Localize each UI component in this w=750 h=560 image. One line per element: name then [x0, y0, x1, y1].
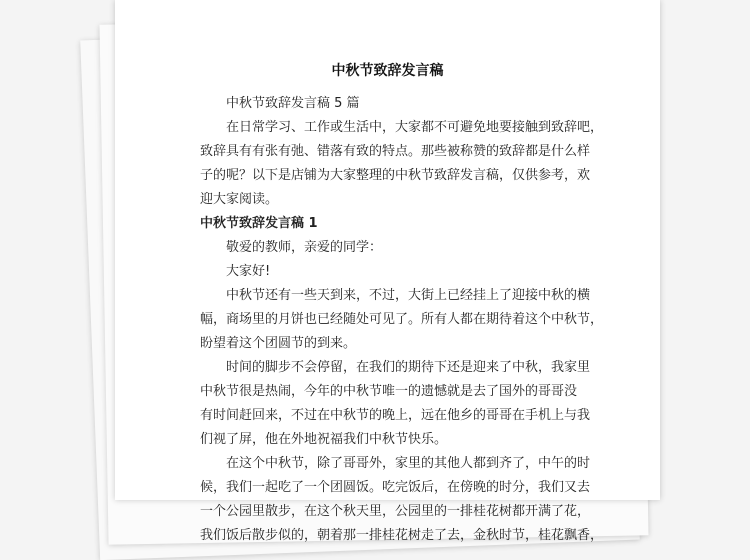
- paragraph-line: 候，我们一起吃了一个团圆饭。吃完饭后，在傍晚的时分，我们又去: [200, 480, 591, 495]
- paragraph-line: 子的呢？以下是店铺为大家整理的中秋节致辞发言稿，仅供参考，欢: [200, 168, 591, 183]
- document-title: 中秋节致辞发言稿: [331, 63, 444, 79]
- section-heading: 中秋节致辞发言稿 1: [200, 216, 318, 231]
- paragraph-line: 我们饭后散步似的，朝着那一排桂花树走了去，金秋时节，桂花飘香，: [200, 528, 604, 543]
- document-page: [115, 0, 660, 543]
- paragraph-line: 有时间赶回来，不过在中秋节的晚上，远在他乡的哥哥在手机上与我: [200, 408, 591, 423]
- paragraph-line: 大家好!: [226, 264, 271, 279]
- paragraph-line: 一个公园里散步，在这个秋天里，公园里的一排桂花树都开满了花，: [200, 504, 591, 519]
- paragraph-line: 盼望着这个团圆节的到来。: [200, 336, 357, 351]
- paragraph-line: 中秋节还有一些天到来，不过，大街上已经挂上了迎接中秋的横: [226, 288, 591, 303]
- paragraph-line: 迎大家阅读。: [200, 192, 279, 207]
- paragraph-line: 敬爱的教师，亲爱的同学：: [226, 240, 383, 255]
- paragraph-line: 在日常学习、工作或生活中，大家都不可避免地要接触到致辞吧，: [226, 120, 604, 135]
- paragraph-line: 中秋节很是热闹，今年的中秋节唯一的遗憾就是去了国外的哥哥没: [200, 384, 578, 399]
- paragraph-line: 幅，商场里的月饼也已经随处可见了。所有人都在期待着这个中秋节，: [200, 312, 604, 327]
- paragraph-line: 时间的脚步不会停留，在我们的期待下还是迎来了中秋，我家里: [226, 360, 591, 375]
- paragraph-line: 在这个中秋节，除了哥哥外，家里的其他人都到齐了，中午的时: [226, 456, 591, 471]
- document-body: [200, 92, 604, 548]
- paragraph-line: 致辞具有有张有弛、错落有致的特点。那些被称赞的致辞都是什么样: [200, 144, 591, 159]
- paragraph-line: 中秋节致辞发言稿 5 篇: [226, 96, 360, 111]
- paragraph-line: 们视了屏，他在外地祝福我们中秋节快乐。: [200, 432, 448, 447]
